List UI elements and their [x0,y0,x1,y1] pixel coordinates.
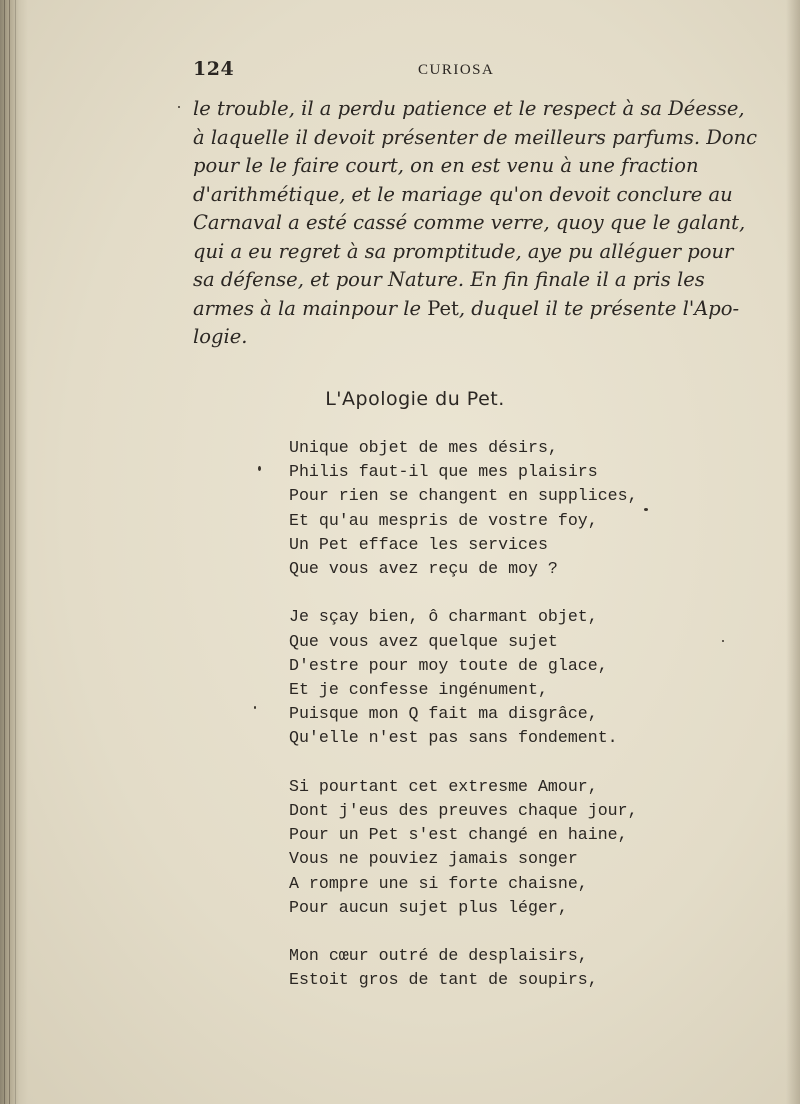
verse-line: Pour aucun sujet plus léger, [289,897,568,917]
verse-line: D'estre pour moy toute de glace, [289,655,608,675]
gutter-line [4,0,5,1104]
prose-line: sa défense, et pour Nature. En fin finale il a pris les [193,268,705,291]
prose-line: à laquelle il devoit présenter de meilleurs parfums. Donc [193,125,758,149]
stanza [289,436,638,581]
paper-speck [722,640,724,642]
prose-fragment: , duquel il te présente l'Apo- [458,296,740,320]
prose-line: pour le le faire court, on en est venu à une fraction [193,154,699,177]
running-head: CURIOSA [418,62,495,78]
prose-line: le trouble, il a perdu patience et le respect à sa Déesse, [193,97,745,120]
verse-line: Que vous avez quelque sujet [289,631,558,651]
verse-line: Qu'elle n'est pas sans fondement. [289,728,618,748]
poem-title [0,388,730,410]
verse-line: Que vous avez reçu de moy ? [289,559,558,579]
verse-line: Et qu'au mespris de vostre foy, [289,510,598,530]
stanza [289,944,638,992]
prose-line: d'arithmétique, et le mariage qu'on devoit conclure au [193,182,733,206]
verse-line: Si pourtant cet extresme Amour, [289,776,598,796]
verse-line: Philis faut-il que mes plaisirs [289,462,598,482]
verse-line: Pour rien se changent en supplices, [289,486,638,506]
prose-fragment: armes à la mainpour le [193,296,428,320]
poem [289,436,638,1017]
prose-line [193,295,740,324]
verse-line: Mon cœur outré de desplaisirs, [289,946,588,966]
stanza [289,605,638,750]
verse-line: Estoit gros de tant de soupirs, [289,970,598,990]
verse-line: Pour un Pet s'est changé en haine, [289,825,628,845]
page-gutter-shadow [0,0,28,1104]
prose-line: qui a eu regret à sa promptitude, aye pu alléguer pour [193,239,734,263]
page-header [0,58,800,88]
page-edge-shadow [786,0,800,1104]
prose-line: Carnaval a esté cassé comme verre, quoy que le galant, [193,211,746,234]
page-number: 124 [193,58,235,80]
gutter-line [15,0,16,1104]
prose-paragraph [193,95,758,352]
verse-line: A rompre une si forte chaisne, [289,873,588,893]
stanza [289,775,638,920]
verse-line: Puisque mon Q fait ma disgrâce, [289,704,598,724]
verse-line: Un Pet efface les services [289,534,548,554]
paper-speck [178,106,180,108]
paper-speck [644,508,648,511]
verse-line: Et je confesse ingénument, [289,680,548,700]
paper-speck [254,706,256,709]
prose-roman-word: Pet [427,296,459,320]
verse-line: Unique objet de mes désirs, [289,438,558,457]
verse-line: Vous ne pouviez jamais songer [289,849,578,869]
paper-speck [258,466,261,471]
verse-line: Je sçay bien, ô charmant objet, [289,607,598,627]
verse-line: Dont j'eus des preuves chaque jour, [289,801,638,821]
prose-line: logie. [193,325,248,348]
gutter-line [9,0,10,1104]
poem-title-text: L'Apologie du Pet. [325,388,505,410]
